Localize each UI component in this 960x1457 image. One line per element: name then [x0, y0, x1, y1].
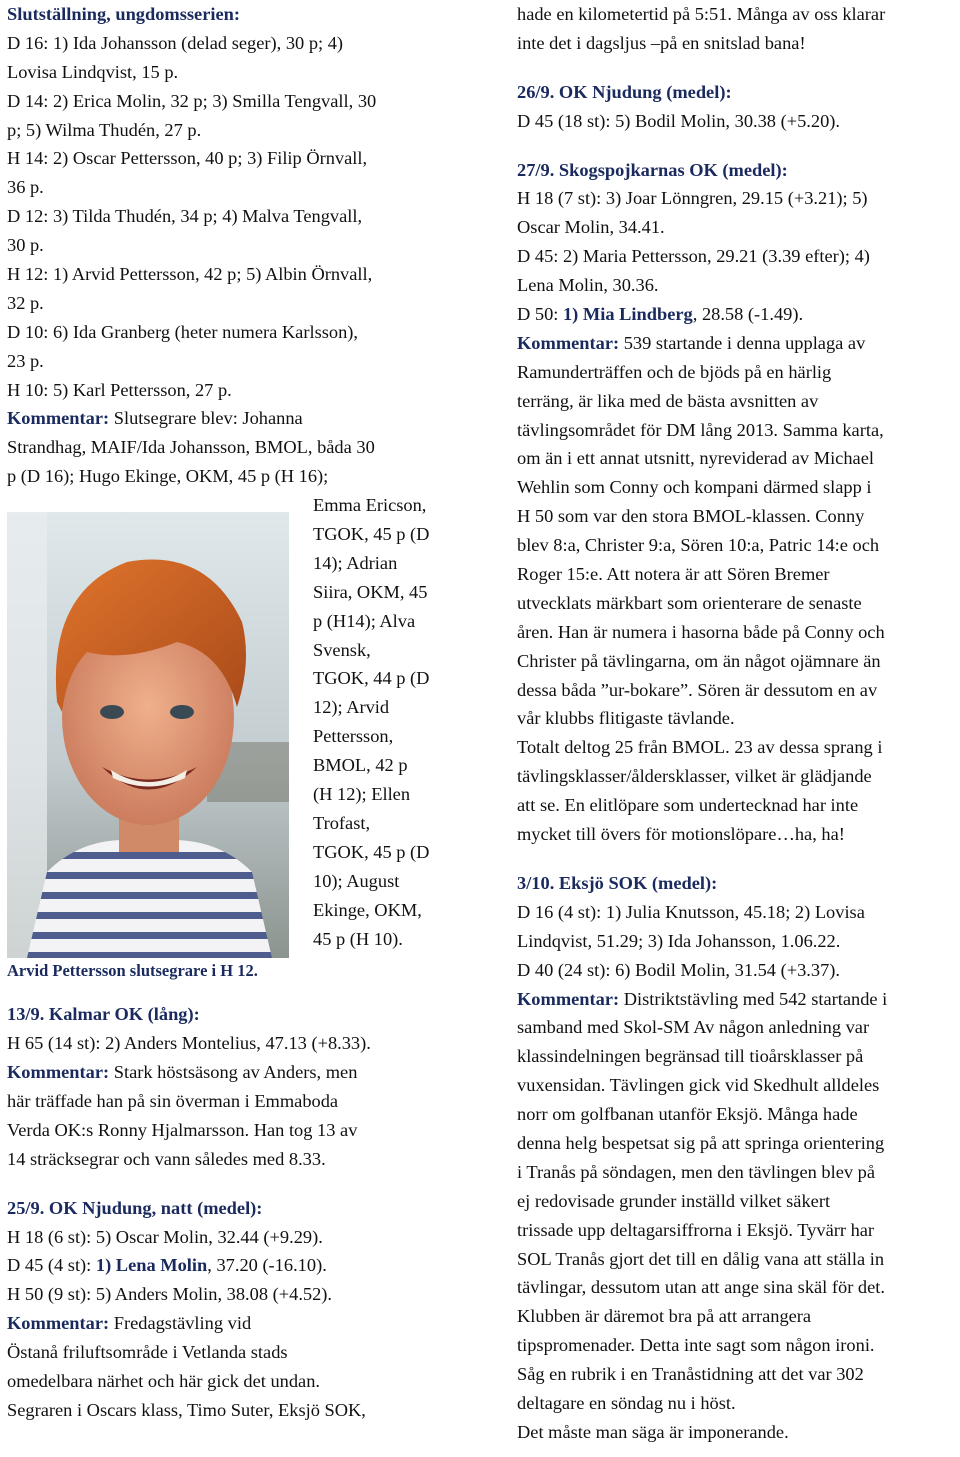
text-line: Lovisa Lindqvist, 15 p. — [7, 61, 179, 82]
text-line: Segraren i Oscars klass, Timo Suter, Eksjö SOK, — [7, 1399, 366, 1420]
text-line: TGOK, 45 p (D — [313, 841, 430, 862]
text-line: tävlingsområdet för DM lång 2013. Samma karta, — [517, 419, 884, 440]
text-line: blev 8:a, Christer 9:a, Sören 10:a, Patric 14:e och — [517, 535, 880, 556]
result-line: H 18 (6 st): 5) Oscar Molin, 32.44 (+9.29). — [7, 1226, 323, 1247]
photo-caption: Arvid Pettersson slutsegrare i H 12. — [7, 961, 258, 981]
portrait-image — [7, 512, 289, 958]
section-title-njudung-natt: 25/9. OK Njudung, natt (medel): — [7, 1197, 263, 1218]
text-line: p (H14); Alva — [313, 610, 416, 631]
text-line: Lena Molin, 30.36. — [517, 275, 659, 296]
text-line: vår klubbs flitigaste tävlande. — [517, 708, 735, 729]
text-line: D 12: 3) Tilda Thudén, 34 p; 4) Malva Tengvall, — [7, 206, 363, 227]
text-line: mycket till övers för motionslöpare…ha, ha! — [517, 824, 845, 845]
text-line: p; 5) Wilma Thudén, 27 p. — [7, 119, 202, 140]
njudung-medel-results — [517, 107, 957, 136]
comment-label: Kommentar: — [7, 408, 110, 429]
text-line: 36 p. — [7, 177, 44, 198]
text-line: terräng, är lika med de bästa avsnitten av — [517, 390, 819, 411]
continued-text — [517, 0, 957, 58]
text-line: omedelbara närhet och här gick det undan. — [7, 1370, 321, 1391]
text-line: 23 p. — [7, 350, 44, 371]
text-line: BMOL, 42 p — [313, 755, 408, 776]
portrait-photo — [7, 512, 289, 958]
text-line: Christer på tävlingarna, om än något ojämnare än — [517, 650, 881, 671]
text-line: D 45 (18 st): 5) Bodil Molin, 30.38 (+5.20). — [517, 110, 841, 131]
text-line: om än i ett annat utsnitt, nyreviderad av Michael — [517, 448, 874, 469]
text-line: Verda OK:s Ronny Hjalmarsson. Han tog 13 av — [7, 1119, 358, 1140]
text-line: Ramunderträffen och de bjöds på en härlig — [517, 361, 832, 382]
text-line: att se. En elitlöpare som undertecknad har inte — [517, 795, 859, 816]
text-line: Klubben är däremot bra på att arrangera — [517, 1306, 812, 1327]
text-line: Östanå friluftsområde i Vetlanda stads — [7, 1342, 288, 1363]
text-line: (H 12); Ellen — [313, 784, 411, 805]
kalmar-comment: Kommentar: Stark höstsäsong av Anders, men — [7, 1062, 358, 1083]
skogspojkarnas-comment: Kommentar: 539 startande i denna upplaga av — [517, 332, 866, 353]
text-line: D 45: 2) Maria Pettersson, 29.21 (3.39 efter); 4) — [517, 246, 870, 267]
text-line: Trofast, — [313, 812, 371, 833]
text-line: deltagare en söndag nu i höst. — [517, 1392, 736, 1413]
eksjo-results — [517, 898, 957, 985]
text-line: Lindqvist, 51.29; 3) Ida Johansson, 1.06.22. — [517, 930, 841, 951]
text-line: Det måste man säga är imponerande. — [517, 1421, 789, 1442]
text-line: tävlingar, dessutom utan att ange sina skäl för det. — [517, 1277, 886, 1298]
kalmar-results — [7, 1029, 452, 1058]
text-line: H 18 (7 st): 3) Joar Lönngren, 29.15 (+3.21); 5) — [517, 188, 868, 209]
text-line: H 14: 2) Oscar Pettersson, 40 p; 3) Filip Örnvall, — [7, 148, 368, 169]
comment-lines — [7, 433, 452, 491]
kalmar-comment-lines — [7, 1087, 452, 1174]
text-line: D 16: 1) Ida Johansson (delad seger), 30 p; 4) — [7, 32, 344, 53]
text-line: samband med Skol-SM Av någon anledning var — [517, 1017, 870, 1038]
text-line: klassindelningen begränsad till tioårsklasser på — [517, 1046, 864, 1067]
text-line: H 10: 5) Karl Pettersson, 27 p. — [7, 379, 232, 400]
text-line: 32 p. — [7, 292, 44, 313]
section-title-kalmar: 13/9. Kalmar OK (lång): — [7, 1004, 200, 1025]
comment-line: Kommentar: Slutsegrare blev: Johanna — [7, 408, 303, 429]
text-line: 14); Adrian — [313, 552, 398, 573]
njudung-comment-lines — [7, 1338, 452, 1425]
text-line: 12); Arvid — [313, 697, 390, 718]
ungdomsserien-results — [7, 29, 452, 405]
text-line: Ekinge, OKM, — [313, 899, 422, 920]
text-line: TGOK, 44 p (D — [313, 668, 430, 689]
result-line: H 50 (9 st): 5) Anders Molin, 38.08 (+4.52). — [7, 1284, 333, 1305]
text-line: dessa båda ”ur-bokare”. Sören är dessutom en av — [517, 679, 878, 700]
text-line: Wehlin som Conny och kompani därmed slapp i — [517, 477, 872, 498]
text-line: här träffade han på sin överman i Emmaboda — [7, 1090, 339, 1111]
text-line: D 10: 6) Ida Granberg (heter numera Karlsson), — [7, 321, 359, 342]
text-line: utvecklats märkbart som orienterare de senaste — [517, 592, 862, 613]
text-line: vuxensidan. Tävlingen gick vid Skedhult alldeles — [517, 1075, 880, 1096]
text-line: i Tranås på söndagen, men den tävlingen blev på — [517, 1161, 876, 1182]
section-title-njudung-medel: 26/9. OK Njudung (medel): — [517, 81, 732, 102]
result-line: D 50: 1) Mia Lindberg, 28.58 (-1.49). — [517, 304, 804, 325]
text-line: D 14: 2) Erica Molin, 32 p; 3) Smilla Tengvall, 30 — [7, 90, 377, 111]
eksjo-comment-lines — [517, 1013, 957, 1446]
text-line: ej redovisade grunder inställd vilket säkert — [517, 1190, 831, 1211]
text-line: Siira, OKM, 45 — [313, 581, 428, 602]
text-line: Pettersson, — [313, 726, 394, 747]
text-line: inte det i dagsljus –på en snitslad bana! — [517, 32, 806, 53]
text-line: hade en kilometertid på 5:51. Många av oss klarar — [517, 4, 886, 24]
text-line: H 50 som var den stora BMOL-klassen. Conny — [517, 506, 865, 527]
text-line: p (D 16); Hugo Ekinge, OKM, 45 p (H 16); — [7, 466, 329, 487]
text-line: 14 sträcksegrar och vann således med 8.33. — [7, 1148, 326, 1169]
skogspojkarnas-results — [517, 184, 957, 300]
section-title-skogspojkarnas: 27/9. Skogspojkarnas OK (medel): — [517, 159, 788, 180]
text-line: D 16 (4 st): 1) Julia Knutsson, 45.18; 2) Lovisa — [517, 901, 865, 922]
text-line: Emma Ericson, — [313, 495, 427, 516]
text-line: 10); August — [313, 870, 400, 891]
section-title-ungdomsserien: Slutställning, ungdomsserien: — [7, 4, 240, 24]
text-line: SOL Tranås gjort det till en dålig vana att ställa in — [517, 1248, 885, 1269]
text-line: denna helg bespetsat sig på att springa orientering — [517, 1132, 885, 1153]
text-line: Strandhag, MAIF/Ida Johansson, BMOL, båda 30 — [7, 437, 375, 458]
result-line: D 45 (4 st): 1) Lena Molin, 37.20 (-16.10). — [7, 1255, 327, 1276]
text-line: D 40 (24 st): 6) Bodil Molin, 31.54 (+3.37). — [517, 959, 841, 980]
text-line: H 65 (14 st): 2) Anders Montelius, 47.13 (+8.33). — [7, 1033, 371, 1054]
text-line: Såg en rubrik i en Tranåstidning att det var 302 — [517, 1364, 864, 1385]
text-line: TGOK, 45 p (D — [313, 524, 430, 545]
text-line: tipspromenader. Detta inte sagt som någon ironi. — [517, 1335, 875, 1356]
text-line: Totalt deltog 25 från BMOL. 23 av dessa sprang i — [517, 737, 883, 758]
text-line: Roger 15:e. Att notera är att Sören Bremer — [517, 564, 830, 585]
text-line: H 12: 1) Arvid Pettersson, 42 p; 5) Albin Örnvall, — [7, 264, 373, 285]
skogspojkarnas-comment-lines — [517, 358, 957, 849]
text-line: norr om golfbanan utanför Eksjö. Många hade — [517, 1104, 858, 1125]
njudung-comment: Kommentar: Fredagstävling vid — [7, 1313, 252, 1334]
text-line: 30 p. — [7, 235, 44, 256]
text-line: 45 p (H 10). — [313, 928, 403, 949]
right-column — [517, 0, 957, 1447]
text-line: trissade upp deltagarsiffrorna i Eksjö. Tyvärr har — [517, 1219, 875, 1240]
text-line: Oscar Molin, 34.41. — [517, 217, 665, 238]
section-title-eksjo: 3/10. Eksjö SOK (medel): — [517, 872, 718, 893]
text-line: åren. Han är numera i hasorna både på Conny och — [517, 621, 885, 642]
text-line: Svensk, — [313, 639, 371, 660]
text-line: tävlingsklasser/åldersklasser, vilket är glädjande — [517, 766, 872, 787]
eksjo-comment: Kommentar: Distriktstävling med 542 startande i — [517, 988, 888, 1009]
